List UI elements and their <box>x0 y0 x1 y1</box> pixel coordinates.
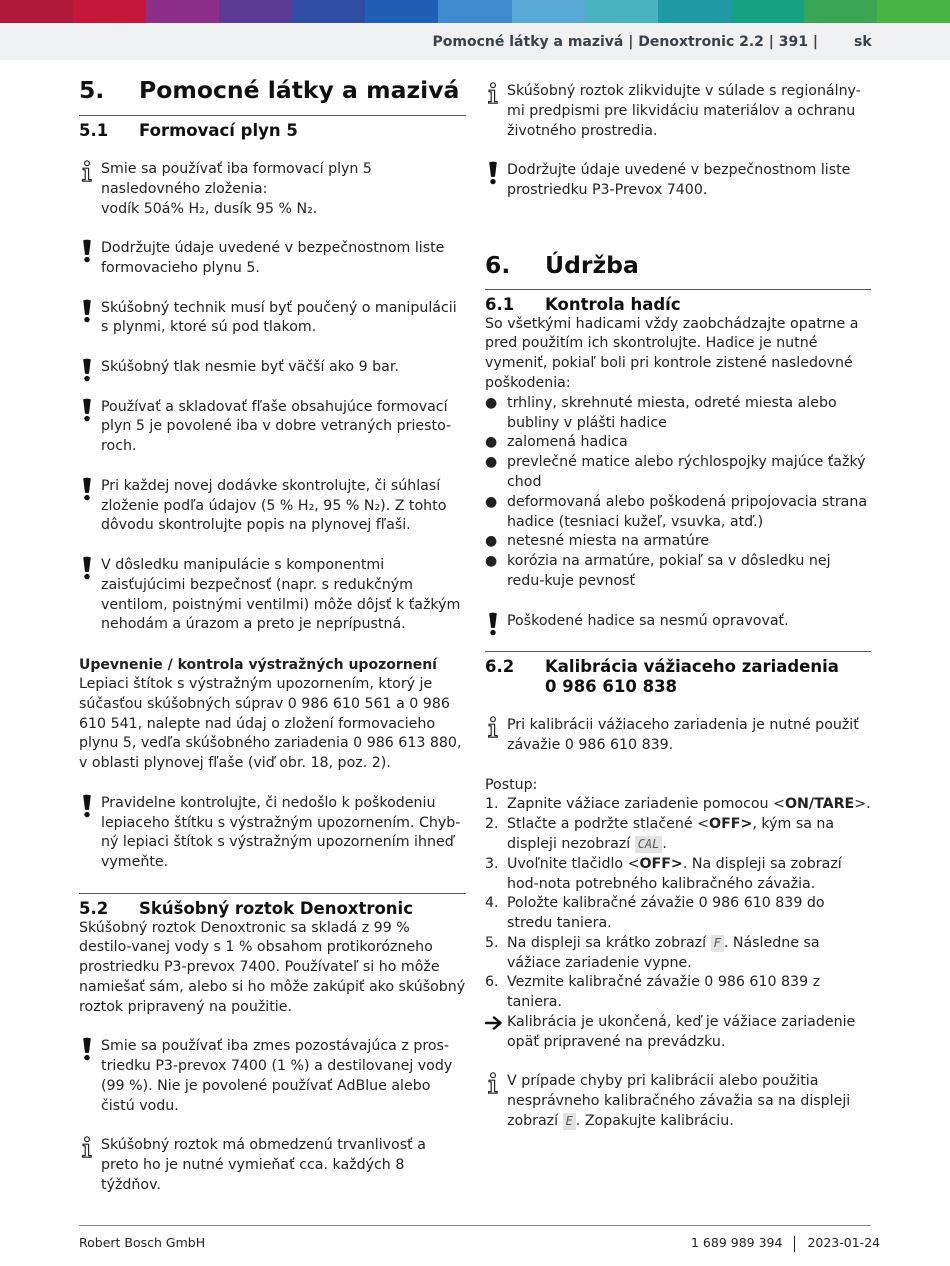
label-check-paragraph: Lepiaci štítok s výstražným upozornením, ktorý je súčasťou skúšobných súprav 0 986 610 561 a 0 986 610 541, nalepte nad údaj o zložení formovacieho plynu 5, vedľa skúšobného zariadenia 0 986 613 880, v oblasti plynovej fľaše (viď obr. 18, poz. 2). <box>79 675 462 772</box>
list-item: ● netesné miesta na armatúre <box>485 533 710 550</box>
color-strip-segment <box>146 0 219 23</box>
section-5-2-heading <box>79 893 466 919</box>
note-text: Dodržujte údaje uvedené v bezpečnostnom liste prostriedku P3-Prevox 7400. <box>507 162 851 198</box>
warning-note <box>485 161 871 201</box>
language-code: sk <box>854 34 872 50</box>
note-text: Skúšobný roztok zlikvidujte v súlade s regionálny-mi predpismi pre likvidáciu materiálov a ochranu životného prostredia. <box>507 83 861 139</box>
color-strip-segment <box>658 0 731 23</box>
right-column <box>485 82 871 1152</box>
subsection-number: 5.2 <box>79 898 109 918</box>
list-item: 4. Položte kalibračné závažie 0 986 610 839 do stredu taniera. <box>485 895 825 932</box>
warning-icon <box>81 299 93 323</box>
left-column <box>79 72 466 1216</box>
arrow-right-icon <box>485 1016 503 1030</box>
footer-separator <box>794 1236 795 1252</box>
hose-check-paragraph: So všetkými hadicami vždy zaobchádzajte opatrne a pred použitím ich skontrolujte. Hadice je nutné vymeniť, pokiaľ boli pri kontrole zistené nasledovné poškodenia: <box>485 315 859 391</box>
subsection-title-part-number: 0 986 610 838 <box>545 677 678 697</box>
subsection-number: 6.2 <box>485 657 515 677</box>
warning-note <box>79 556 466 635</box>
info-note <box>79 1136 466 1195</box>
list-item: ● prevlečné matice alebo rýchlospojky majúce ťažký chod <box>485 454 866 490</box>
warning-icon <box>81 556 93 580</box>
warning-icon <box>487 161 499 185</box>
display-e-indicator: E <box>563 1113 576 1130</box>
document-number: 1 689 989 394 <box>691 1235 783 1250</box>
note-text: Používať a skladovať fľaše obsahujúce formovací plyn 5 je povolené iba v dobre vetraných priesto-roch. <box>101 398 452 455</box>
warning-icon <box>81 398 93 422</box>
test-solution-paragraph: Skúšobný roztok Denoxtronic sa skladá z 99 % destilo-vanej vody s 1 % obsahom protikorózneho prostriedku P3-prevox 7400. Používateľ si ho môže namiešať sám, alebo si ho môže zakúpiť ako skúšobný roztok pripravený na použitie. <box>79 919 466 1015</box>
result-line <box>485 1013 871 1053</box>
color-strip-segment <box>438 0 511 23</box>
warning-icon <box>81 239 93 263</box>
note-text: Skúšobný roztok má obmedzenú trvanlivosť a preto ho je nutné vymieňať cca. každých 8 týždňov. <box>101 1137 426 1194</box>
list-item: 6. Vezmite kalibračné závažie 0 986 610 839 z taniera. <box>485 974 821 1011</box>
result-text: Kalibrácia je ukončená, keď je vážiace zariadenie opäť pripravené na prevádzku. <box>507 1014 856 1050</box>
info-icon <box>80 1136 94 1158</box>
color-strip-segment <box>365 0 438 23</box>
warning-note <box>79 794 466 873</box>
warning-icon <box>81 794 93 818</box>
footer-divider <box>79 1225 871 1226</box>
subsection-number: 5.1 <box>79 121 109 140</box>
note-text: Smie sa používať iba formovací plyn 5 nasledovného zloženia: <box>101 161 372 197</box>
info-icon <box>80 160 94 182</box>
section-6-1-heading <box>485 289 871 315</box>
warning-icon <box>81 477 93 501</box>
color-strip-segment <box>73 0 146 23</box>
note-text: Smie sa používať iba zmes pozostávajúca z pros-triedku P3-prevox 7400 (1 %) a destilovanej vody (99 %). Nie je povolené používať AdBlue alebo čistú vodu. <box>101 1038 453 1114</box>
section-6-heading <box>485 250 871 280</box>
subsection-title: Kalibrácia vážiaceho zariadenia <box>545 657 839 677</box>
section-title: Pomocné látky a mazivá <box>139 76 460 104</box>
list-item: ● zalomená hadica <box>485 434 628 451</box>
footer-company: Robert Bosch GmbH <box>79 1235 206 1250</box>
warning-icon <box>81 1037 93 1061</box>
note-text-composition: vodík 50á% H₂, dusík 95 % N₂. <box>101 200 318 217</box>
list-item: ● trhliny, skrehnuté miesta, odreté miesta alebo bubliny v plášti hadice <box>485 394 837 431</box>
note-text: Pri každej novej dodávke skontrolujte, či súhlasí zloženie podľa údajov (5 % H₂, 95 % N₂). Z tohto dôvodu skontrolujte popis na plynovej fľaši. <box>101 477 447 534</box>
note-text: Poškodené hadice sa nesmú opravovať. <box>507 612 789 629</box>
display-cal-indicator: CAL <box>635 836 663 853</box>
note-text: Skúšobný technik musí byť poučený o manipulácii s plynmi, ktoré sú pod tlakom. <box>101 299 457 336</box>
info-icon <box>486 82 500 104</box>
warning-note <box>79 358 466 378</box>
info-icon <box>486 1072 500 1094</box>
subsection-number: 6.1 <box>485 294 515 314</box>
warning-note <box>79 299 466 339</box>
list-item: ● deformovaná alebo poškodená pripojovacia strana hadice (tesniaci kužeľ, vsuvka, atď.) <box>485 493 868 530</box>
color-strip-segment <box>0 0 73 23</box>
info-icon <box>486 716 500 738</box>
note-text: V dôsledku manipulácie s komponentmi zaisťujúcimi bezpečnosť (napr. s redukčným ventilom, poistnými ventilmi) môže dôjsť k ťažkým nehodám a úrazom a preto je neprípustná. <box>101 556 461 633</box>
section-5-1-heading <box>79 115 466 141</box>
subsection-title: Kontrola hadíc <box>545 294 681 314</box>
list-item: 2. Stlačte a podržte stlačené <OFF>, kým sa na displeji nezobrazí CAL . <box>485 816 835 852</box>
color-strip-segment <box>512 0 585 23</box>
document-date: 2023-01-24 <box>807 1235 881 1250</box>
procedure-label: Postup: <box>485 776 538 793</box>
info-note <box>79 160 466 219</box>
warning-icon <box>81 358 93 382</box>
note-text: V prípade chyby pri kalibrácii alebo použitia nesprávneho kalibračného závažia sa na displeji zobrazí <box>507 1073 851 1130</box>
procedure-steps <box>485 795 871 1013</box>
display-f-indicator: F <box>711 935 724 952</box>
subsection-title: Formovací plyn 5 <box>139 121 298 140</box>
note-text: Skúšobný tlak nesmie byť väčší ako 9 bar. <box>101 358 399 375</box>
info-note <box>485 716 871 756</box>
list-item: ● korózia na armatúre, pokiaľ sa v dôsledku nej redu-kuje pevnosť <box>485 553 831 589</box>
color-strip-segment <box>292 0 365 23</box>
list-item: 1. Zapnite vážiace zariadenie pomocou <ON/TARE>. <box>485 796 871 813</box>
warning-note <box>485 612 871 632</box>
footer-meta <box>691 1233 880 1253</box>
warning-note <box>79 477 466 536</box>
info-note <box>485 82 871 141</box>
warning-icon <box>487 612 499 636</box>
section-number: 5. <box>79 76 105 104</box>
list-item: 5. Na displeji sa krátko zobrazí F . Následne sa vážiace zariadenie vypne. <box>485 934 820 971</box>
note-text: Pri kalibrácii vážiaceho zariadenia je nutné použiť závažie 0 986 610 839. <box>507 717 859 753</box>
running-title: Pomocné látky a mazivá | Denoxtronic 2.2 | 391 | <box>432 34 818 50</box>
subsection-title: Skúšobný roztok Denoxtronic <box>139 898 413 918</box>
info-note: V prípade chyby pri kalibrácii alebo použitia nesprávneho kalibračného závažia sa na displeji zobrazí E . Zopakujte kalibráciu. <box>485 1072 871 1131</box>
section-6-2-heading <box>485 651 871 697</box>
damage-list <box>485 394 871 592</box>
section-number: 6. <box>485 250 511 279</box>
warning-note <box>79 1037 466 1116</box>
color-strip-segment <box>219 0 292 23</box>
warning-note <box>79 239 466 279</box>
label-check-heading: Upevnenie / kontrola výstražných upozornení <box>79 656 437 673</box>
section-5-heading <box>79 75 466 105</box>
warning-note <box>79 398 466 457</box>
note-text: Pravidelne kontrolujte, či nedošlo k poškodeniu lepiaceho štítku s výstražným upozornením. Chyb-ný lepiaci štítok s výstražným upozornením ihneď vymeňte. <box>101 794 461 871</box>
list-item: 3. Uvoľnite tlačidlo <OFF>. Na displeji sa zobrazí hod-nota potrebného kalibračného závažia. <box>485 855 842 892</box>
brand-color-strip <box>0 0 950 23</box>
note-text: Dodržujte údaje uvedené v bezpečnostnom liste formovacieho plynu 5. <box>101 240 445 276</box>
color-strip-segment <box>731 0 804 23</box>
color-strip-segment <box>585 0 658 23</box>
color-strip-segment <box>804 0 877 23</box>
section-title: Údržba <box>545 250 639 279</box>
color-strip-segment <box>877 0 950 23</box>
